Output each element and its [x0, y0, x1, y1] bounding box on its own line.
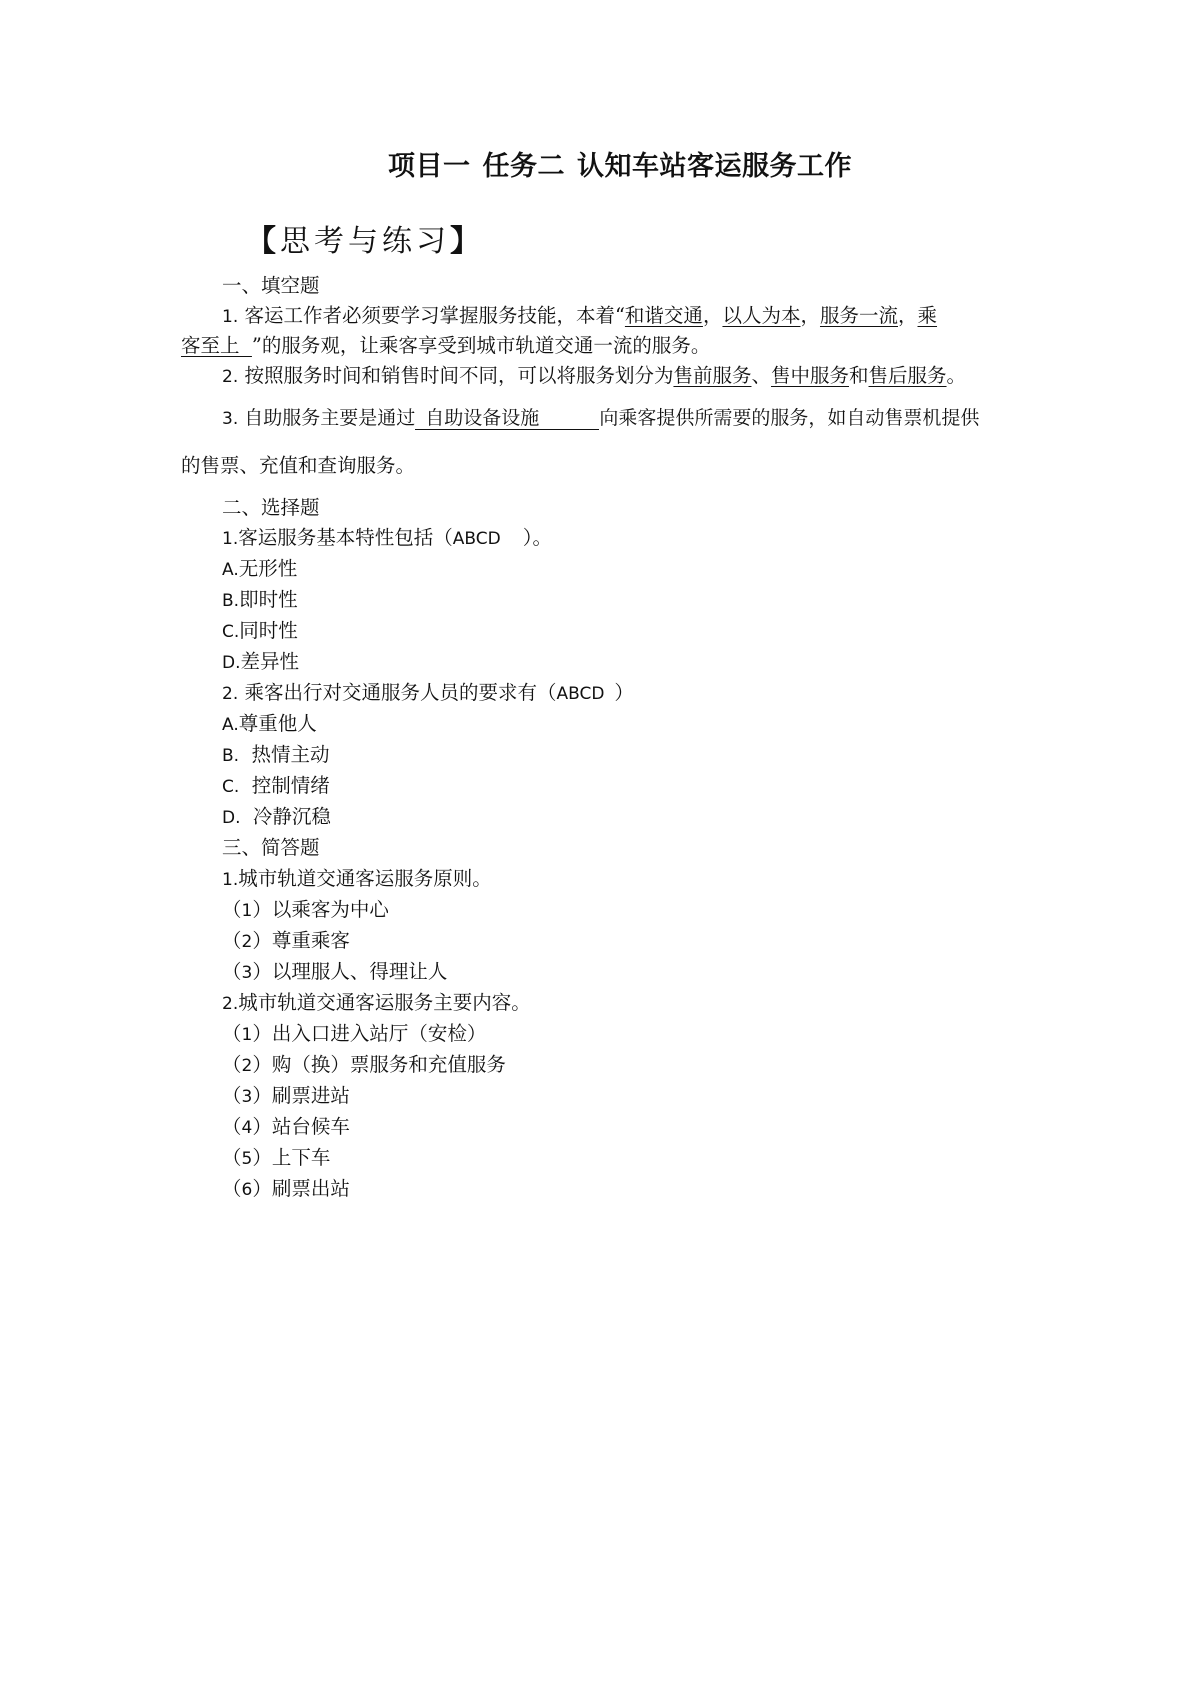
short-q1 — [222, 865, 492, 894]
title-task: 任务二 — [482, 151, 565, 182]
choice-q2 — [222, 679, 634, 708]
section-header — [246, 216, 484, 260]
item-number: 4 — [241, 1118, 253, 1138]
fill-q3-number: 3. — [222, 409, 239, 429]
fill-q1-sep-1: ， — [702, 304, 723, 327]
option-text: 即时性 — [239, 588, 298, 611]
option-text: 控制情绪 — [251, 774, 330, 797]
short-answer-heading: 三、简答题 — [222, 836, 320, 859]
fill-q1-answer-4a: 乘 — [917, 304, 938, 327]
fill-blank-heading: 一、填空题 — [222, 274, 320, 297]
item-text: 站台候车 — [271, 1115, 350, 1138]
choice-q2-option-d — [222, 803, 331, 832]
short-q2-item: （6）刷票出站 — [222, 1177, 350, 1200]
option-letter: D. — [222, 808, 241, 828]
choice-q2-answer: ABCD — [556, 684, 605, 704]
fill-q1-text-a: 客运工作者必须要学习掌握服务技能，本着“ — [244, 304, 625, 327]
fill-q1-line2 — [181, 332, 710, 360]
short-q2-item: （1）出入口进入站厅（安检） — [222, 1022, 487, 1045]
item-text: 以理服人、得理让人 — [271, 960, 448, 983]
item-number: 3 — [241, 963, 253, 983]
fill-q2-end: 。 — [946, 364, 967, 387]
choice-q1-answer: ABCD — [452, 529, 501, 549]
choice-q1-option-c — [222, 617, 298, 646]
choice-q1-option-d — [222, 648, 299, 677]
choice-q1-option-a — [222, 555, 297, 584]
option-text: 同时性 — [239, 619, 298, 642]
fill-q3-text-b: 向乘客提供所需要的服务，如自动售票机提供 — [599, 407, 980, 429]
fill-q1-sep-3: ， — [898, 304, 918, 327]
option-letter: B. — [222, 591, 240, 611]
short-q1-item: （3）以理服人、得理让人 — [222, 960, 448, 983]
option-text: 无形性 — [238, 557, 298, 580]
page-title — [388, 144, 852, 183]
item-text: 出入口进入站厅（安检） — [271, 1022, 487, 1045]
item-number: 2 — [241, 932, 253, 952]
fill-q2-text-a: 按照服务时间和销售时间不同，可以将服务划分为 — [244, 364, 674, 387]
option-letter: C. — [222, 777, 240, 797]
choice-q2-number: 2. — [222, 684, 239, 704]
choice-q1 — [222, 524, 552, 553]
option-text: 尊重他人 — [238, 712, 317, 735]
choice-q1-end: ）。 — [522, 526, 552, 549]
fill-q2-sep-1: 、 — [751, 364, 771, 387]
short-q2 — [222, 989, 531, 1018]
option-text: 热情主动 — [251, 743, 330, 766]
item-number: 5 — [241, 1149, 253, 1169]
option-letter: A. — [222, 715, 239, 735]
choice-q2-end: ） — [614, 681, 634, 704]
short-q1-item: （1）以乘客为中心 — [222, 898, 389, 921]
item-number: 3 — [241, 1087, 253, 1107]
fill-q3-answer: 自助设备设施 — [425, 407, 540, 429]
section-header-text: 思考与练习 — [280, 224, 450, 259]
choice-q2-text: 乘客出行对交通服务人员的要求有（ — [244, 681, 557, 704]
fill-q1-answer-4b: 客至上 — [181, 334, 240, 357]
item-text: 以乘客为中心 — [271, 898, 389, 921]
option-letter: C. — [222, 622, 240, 642]
option-text: 冷静沉稳 — [252, 805, 331, 828]
bracket-close: 】 — [450, 224, 484, 259]
item-number: 2 — [241, 1056, 253, 1076]
item-text: 上下车 — [271, 1146, 331, 1169]
fill-q2-line — [222, 362, 966, 391]
fill-q2-sep-2: 和 — [849, 364, 869, 387]
bracket-open: 【 — [246, 224, 280, 259]
short-q1-number: 1. — [222, 870, 239, 890]
item-number: 1 — [241, 901, 253, 921]
fill-q2-answer-3: 售后服务 — [868, 364, 947, 387]
fill-q1-answer-1: 和谐交通 — [624, 304, 703, 327]
choice-q1-option-b — [222, 586, 298, 615]
fill-q2-number: 2. — [222, 367, 239, 387]
short-q2-item: （5）上下车 — [222, 1146, 331, 1169]
short-q2-text: 城市轨道交通客运服务主要内容。 — [238, 991, 531, 1014]
fill-q1-answer-3: 服务一流 — [819, 304, 898, 327]
short-q1-item: （2）尊重乘客 — [222, 929, 350, 952]
item-text: 刷票进站 — [271, 1084, 350, 1107]
choice-q1-text: 客运服务基本特性包括（ — [238, 526, 453, 549]
fill-q3-text-a: 自助服务主要是通过 — [244, 407, 416, 429]
choice-q2-option-c — [222, 772, 330, 801]
item-number: 1 — [241, 1025, 253, 1045]
short-q1-text: 城市轨道交通客运服务原则。 — [238, 867, 492, 890]
title-topic: 认知车站客运服务工作 — [577, 151, 852, 182]
fill-q1-text-b: ”的服务观，让乘客享受到城市轨道交通一流的服务。 — [251, 334, 711, 357]
fill-q1-line1 — [222, 302, 937, 331]
choice-q2-option-a — [222, 710, 317, 739]
item-number: 6 — [241, 1180, 253, 1200]
item-text: 刷票出站 — [271, 1177, 350, 1200]
short-q2-item: （3）刷票进站 — [222, 1084, 350, 1107]
fill-q3-line2: 的售票、充值和查询服务。 — [181, 454, 416, 477]
fill-q2-answer-1: 售前服务 — [673, 364, 752, 387]
option-letter: A. — [222, 560, 239, 580]
short-q2-number: 2. — [222, 994, 239, 1014]
fill-q3-blank — [415, 407, 599, 430]
option-text: 差异性 — [240, 650, 300, 673]
fill-q1-number: 1. — [222, 307, 239, 327]
fill-q3-line1 — [222, 404, 979, 433]
fill-q1-sep-2: ， — [800, 304, 820, 327]
short-q2-item: （4）站台候车 — [222, 1115, 350, 1138]
short-q2-item: （2）购（换）票服务和充值服务 — [222, 1053, 506, 1076]
choice-heading: 二、选择题 — [222, 496, 320, 519]
choice-q1-number: 1. — [222, 529, 239, 549]
item-text: 购（换）票服务和充值服务 — [271, 1053, 506, 1076]
option-letter: B. — [222, 746, 240, 766]
fill-q2-answer-2: 售中服务 — [770, 364, 849, 387]
choice-q2-option-b — [222, 741, 330, 770]
fill-q1-answer-2: 以人为本 — [722, 304, 801, 327]
option-letter: D. — [222, 653, 241, 673]
title-project: 项目一 — [388, 151, 471, 182]
item-text: 尊重乘客 — [271, 929, 350, 952]
